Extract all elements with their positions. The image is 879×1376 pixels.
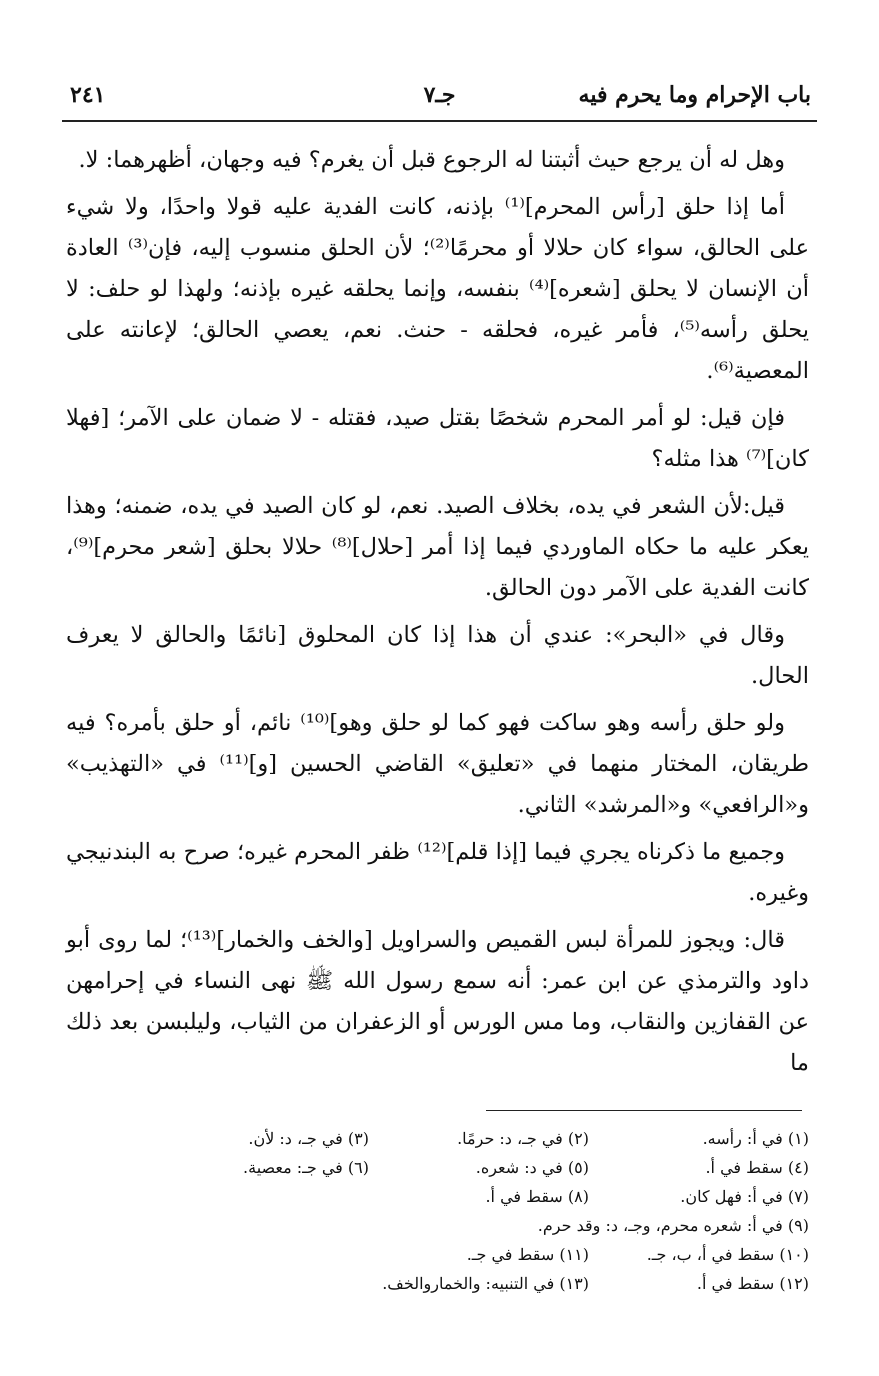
footnote-row (100, 1124, 809, 1153)
footnote: (٥) في د: شعره. (475, 1158, 589, 1177)
footnote: (٧) في أ: فهل كان. (680, 1187, 809, 1206)
footnote-row (100, 1269, 809, 1298)
paragraph: قال: ويجوز للمرأة لبس القميص والسراويل [والخف والخمار]⁽¹³⁾؛ لما روى أبو داود والترمذي عن ابن عمر: أنه سمع رسول الله ﷺ نهى النساء في إحرامهن عن القفازين والنقاب، وما مس الورس أو الزعفران من الثياب، وليلبسن بعد ذلك ما (66, 927, 809, 1076)
footnote-separator (486, 1110, 802, 1111)
footnote: (١٣) في التنبيه: والخماروالخف. (382, 1274, 589, 1293)
page-number: ٢٤١ (70, 82, 106, 108)
footnotes (100, 1124, 809, 1298)
footnote: (٨) سقط في أ. (485, 1187, 589, 1206)
footnote: (٤) سقط في أ. (705, 1158, 809, 1177)
paragraph: ولو حلق رأسه وهو ساكت فهو كما لو حلق وهو]⁽¹⁰⁾ نائم، أو حلق بأمره؟ فيه طريقان، المختار منهما في «تعليق» القاضي الحسين [و]⁽¹¹⁾ في «التهذيب» و«الرافعي» و«المرشد» الثاني. (66, 710, 809, 818)
running-header (62, 78, 817, 122)
paragraph: فإن قيل: لو أمر المحرم شخصًا بقتل صيد، فقتله - لا ضمان على الآمر؛ [فهلا كان]⁽⁷⁾ هذا مثله؟ (66, 405, 809, 472)
footnote-row (100, 1240, 809, 1269)
footnote: (١١) سقط في جـ. (466, 1245, 589, 1264)
footnote: (٩) في أ: شعره محرم، وجـ، د: وقد حرم. (537, 1216, 809, 1235)
paragraph: وقال في «البحر»: عندي أن هذا إذا كان المحلوق [نائمًا والحالق لا يعرف الحال. (66, 622, 809, 689)
paragraph: وهل له أن يرجع حيث أثبتنا له الرجوع قبل أن يغرم؟ فيه وجهان، أظهرهما: لا. (78, 147, 785, 173)
main-text (66, 140, 809, 1090)
paragraph: وجميع ما ذكرناه يجري فيما [إذا قلم]⁽¹²⁾ ظفر المحرم غيره؛ صرح به البندنيجي وغيره. (66, 839, 809, 906)
footnote-row (100, 1153, 809, 1182)
footnote-row (100, 1211, 809, 1240)
footnote: (١) في أ: رأسه. (702, 1129, 809, 1148)
footnote: (٣) في جـ، د: لأن. (248, 1129, 369, 1148)
paragraph: قيل:لأن الشعر في يده، بخلاف الصيد. نعم، لو كان الصيد في يده، ضمنه؛ وهذا يعكر عليه ما حكاه الماوردي فيما إذا أمر [حلال]⁽⁸⁾ حلالا بحلق [شعر محرم]⁽⁹⁾، كانت الفدية على الآمر دون الحالق. (66, 493, 809, 601)
footnote: (١٢) سقط في أ. (696, 1274, 809, 1293)
volume-label: جـ٧ (423, 82, 456, 108)
footnote: (١٠) سقط في أ، ب، جـ. (646, 1245, 809, 1264)
paragraph: أما إذا حلق [رأس المحرم]⁽¹⁾ بإذنه، كانت الفدية عليه قولا واحدًا، ولا شيء على الحالق، سواء كان حلالا أو محرمًا⁽²⁾؛ لأن الحلق منسوب إليه، فإن⁽³⁾ العادة أن الإنسان لا يحلق [شعره]⁽⁴⁾ بنفسه، وإنما يحلقه غيره بإذنه؛ ولهذا لو حلف: لا يحلق رأسه⁽⁵⁾، فأمر غيره، فحلقه - حنث. نعم، يعصي الحالق؛ لإعانته على المعصية⁽⁶⁾. (66, 194, 809, 384)
footnote-row (100, 1182, 809, 1211)
chapter-title: باب الإحرام وما يحرم فيه (578, 82, 811, 108)
footnote: (٢) في جـ، د: حرمًا. (457, 1129, 589, 1148)
footnote: (٦) في جـ: معصية. (243, 1158, 369, 1177)
